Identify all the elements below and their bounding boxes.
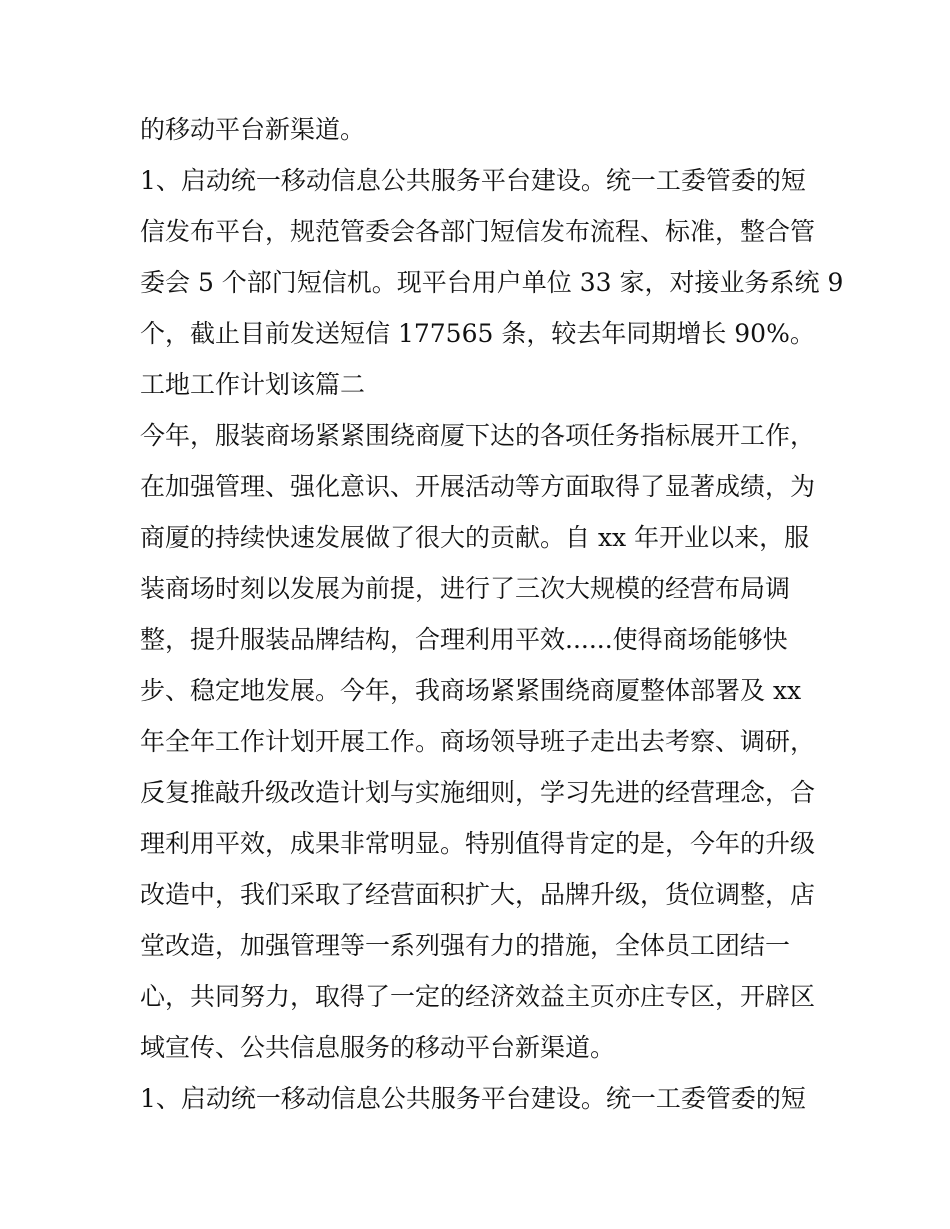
text-line: 1、启动统一移动信息公共服务平台建设。统一工委管委的短 [140,1084,806,1113]
text-line: 个，截止目前发送短信 177565 条，较去年同期增长 90%。 [140,319,815,348]
text-line: 商厦的持续快速发展做了很大的贡献。自 xx 年开业以来，服 [140,523,810,552]
text-line: 心，共同努力，取得了一定的经济效益主页亦庄专区，开辟区 [140,982,816,1011]
text-line: 反复推敲升级改造计划与实施细则，学习先进的经营理念，合 [140,778,816,807]
text-line: 理利用平效，成果非常明显。特别值得肯定的是，今年的升级 [140,829,816,858]
text-line: 改造中，我们采取了经营面积扩大，品牌升级，货位调整，店 [140,880,816,909]
section-heading: 工地工作计划该篇二 [140,370,366,399]
text-line: 年全年工作计划开展工作。商场领导班子走出去考察、调研， [140,727,816,756]
text-line: 装商场时刻以发展为前提，进行了三次大规模的经营布局调 [140,574,791,603]
text-line: 1、启动统一移动信息公共服务平台建设。统一工委管委的短 [140,166,806,195]
text-line: 今年，服装商场紧紧围绕商厦下达的各项任务指标展开工作， [140,421,816,450]
text-line: 步、稳定地发展。今年，我商场紧紧围绕商厦整体部署及 xx [140,676,802,705]
text-line: 在加强管理、强化意识、开展活动等方面取得了显著成绩，为 [140,472,816,501]
text-line: 信发布平台，规范管委会各部门短信发布流程、标准，整合管 [140,217,816,246]
text-line: 整，提升服装品牌结构，合理利用平效......使得商场能够快 [140,625,788,654]
text-line: 委会 5 个部门短信机。现平台用户单位 33 家，对接业务系统 9 [140,268,844,297]
text-line: 域宣传、公共信息服务的移动平台新渠道。 [140,1033,616,1062]
document-body [140,104,844,1124]
text-line: 的移动平台新渠道。 [140,115,366,144]
text-line: 堂改造，加强管理等一系列强有力的措施，全体员工团结一 [140,931,791,960]
